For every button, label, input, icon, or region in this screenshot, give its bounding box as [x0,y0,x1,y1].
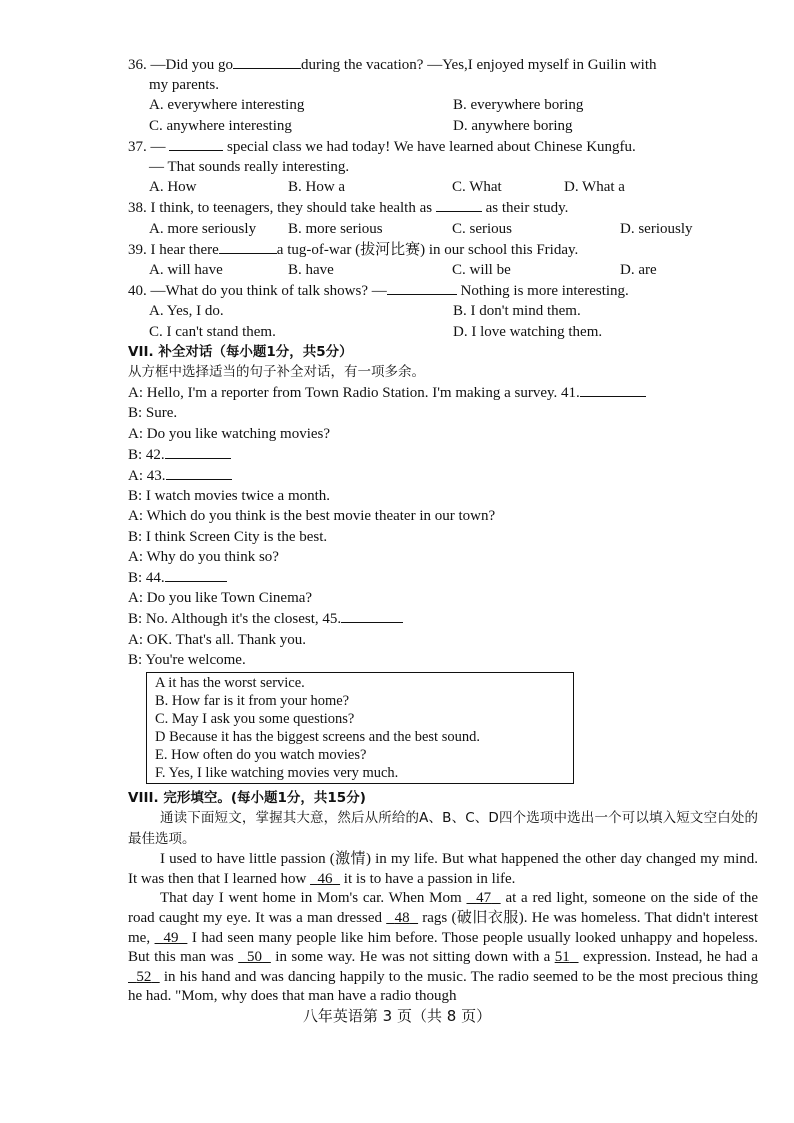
options-40: A. Yes, I do. B. I don't mind them. [149,303,581,320]
box-option: E. How often do you watch movies? [155,747,367,764]
dialogue-line: B: You're welcome. [128,651,246,668]
blank-46[interactable]: 46 [317,870,333,887]
dialogue-line: A: 43. [128,465,758,486]
answer-blank[interactable] [169,136,223,151]
blank-51[interactable]: 51 [554,949,570,966]
blank-50[interactable]: 50 [247,949,263,966]
dialogue-line: B: I think Screen City is the best. [128,528,328,545]
blank-48[interactable]: 48 [394,910,410,927]
dialogue-line: A: Hello, I'm a reporter from Town Radio Station. I'm making a survey. 41. [128,382,758,403]
answer-blank[interactable] [436,197,482,212]
box-option: B. How far is it from your home? [155,693,350,710]
dialogue-line: B: No. Although it's the closest, 45. [128,608,758,629]
dialogue-line: A: OK. That's all. Thank you. [128,631,306,648]
answer-blank[interactable] [219,239,277,254]
answer-blank-41[interactable] [580,382,646,397]
box-option: C. May I ask you some questions? [155,711,355,728]
dialogue-line: A: Which do you think is the best movie theater in our town? [128,508,496,525]
answer-blank-44[interactable] [165,567,227,582]
blank-52[interactable]: 52 [136,968,152,985]
dialogue [128,382,758,670]
question-37: 37. — special class we had today! We have learned about Chinese Kungfu. [128,136,758,157]
question-36: 36. —Did you go during the vacation? —Yes,I enjoyed myself in Guilin with [128,54,758,75]
section-8-instruction: 通读下面短文，掌握其大意，然后从所给的A、B、C、D四个选项中选出一个可以填入短文空白处的最佳选项。 [128,810,758,848]
option-box [146,672,574,784]
answer-blank-43[interactable] [166,465,232,480]
question-40: 40. —What do you think of talk shows? — Nothing is more interesting. [128,280,758,301]
dialogue-line: B: 44. [128,567,758,588]
section-7-title: VII. 补全对话（每小题1分，共5分） [128,343,353,360]
exam-page: 36. —Did you go during the vacation? —Yes,I enjoyed myself in Guilin with my parents. A. everywhere interesting B. everywhere boring C. anywhere interesting D. anywhere boring 37. — special class we had today! We have learned about Chinese Kungfu. — That sounds really interesting. A. How B. How a C. What D. What a 38. I think, to teenagers, they should take health as as their study. A. more seriously B. more serious C. serious D. seriously 39. I hear there a tug-of-war (拔河比赛) in our school this Friday. A. will have B. have C. will be D. are 40. —What do you think of talk shows? — Nothing is more interesting. A. Yes, I do. B. I don't mind them. C. I can't stand them. D. I love watching them. VII. 补全对话（每小题1分，共5分） 从方框中选择适当的句子补全对话，有一项多余。 A: Hello, I'm a reporter from Town Radio Station. I'm making a survey. 41. B: Sure. A: Do you like watching movies? B: 42. A: 43. B: I watch movies twice a month. A: Which do you think is the best movie theater in our town? B: I think Screen City is the best. A: Why do you think so? B: 44. A: Do you like Town Cinema? B: No. Although it's the closest, 45. A: OK. That's all. Thank you. B: You're welcome. A it has the worst service. B. How far is it from your home? C. May I ask you some questions? D Because it has the biggest screens and the best sound. E. How often do you watch movies? F. Yes, I like watching movies very much. VIII. 完形填空。(每小题1分，共15分) 通读下面短文，掌握其大意，然后从所给的A、B、C、D四个选项中选出一个可以填入短文空白处的最佳选项。 I used to have little passion (激情) in my life. But what happened the other day changed my mind. It was then that I learned how 46 it is to have a passion in life. That day I went home in Mom's car. When Mom 47 at a red light, someone on the side of the road caught my eye. It was a man dressed 48 rags (破旧衣服). He was homeless. That didn't interest me, 49 I had seen many people like him before. Those people usually looked unhappy and hopeless. But this man was 50 in some way. He was not sitting down with a 51 expression. Instead, he had a 52 in his hand and was dancing happily to the music. The radio seemed to be the most precious thing he had. "Mom, why does that man have a radio though [128,54,758,1007]
options-39: A. will have B. have C. will be D. are [149,262,657,279]
dialogue-line: A: Do you like watching movies? [128,425,331,442]
question-39: 39. I hear there a tug-of-war (拔河比赛) in our school this Friday. [128,239,758,260]
section-8-title: VIII. 完形填空。(每小题1分，共15分) [128,790,366,807]
blank-47[interactable]: 47 [476,890,492,907]
dialogue-line: B: Sure. [128,405,178,422]
options-37: A. How B. How a C. What D. What a [149,179,625,196]
dialogue-line: A: Do you like Town Cinema? [128,590,313,607]
box-option: A it has the worst service. [155,675,305,692]
options-36: A. everywhere interesting B. everywhere boring [149,97,584,114]
answer-blank-45[interactable] [341,608,403,623]
answer-blank[interactable] [233,54,301,69]
dialogue-line: A: Why do you think so? [128,548,279,565]
page-footer: 八年英语第 3 页（共 8 页） [302,1007,492,1025]
passage-paragraph-2: That day I went home in Mom's car. When Mom 47 at a red light, someone on the side of the road caught my eye. It was a man dressed 48 rags (破旧衣服). He was homeless. That didn't interest me, 49 I had seen many people like him before. Those people usually looked unhappy and hopeless. But this man was 50 in some way. He was not sitting down with a 51 expression. Instead, he had a 52 in his hand and was dancing happily to the music. The radio seemed to be the most precious thing he had. "Mom, why does that man have a radio though [128,890,759,1005]
section-7-instruction: 从方框中选择适当的句子补全对话，有一项多余。 [128,364,425,381]
options-38: A. more seriously B. more serious C. serious D. seriously [149,220,693,237]
blank-49[interactable]: 49 [163,929,179,946]
dialogue-line: B: I watch movies twice a month. [128,488,331,505]
answer-blank[interactable] [387,280,457,295]
box-option: D Because it has the biggest screens and the best sound. [155,729,480,746]
question-38: 38. I think, to teenagers, they should take health as as their study. [128,197,758,218]
passage-paragraph-1: I used to have little passion (激情) in my life. But what happened the other day changed my mind. It was then that I learned how 46 it is to have a passion in life. [128,851,758,887]
box-option: F. Yes, I like watching movies very much. [155,765,399,782]
dialogue-line: B: 42. [128,444,758,465]
answer-blank-42[interactable] [165,444,231,459]
